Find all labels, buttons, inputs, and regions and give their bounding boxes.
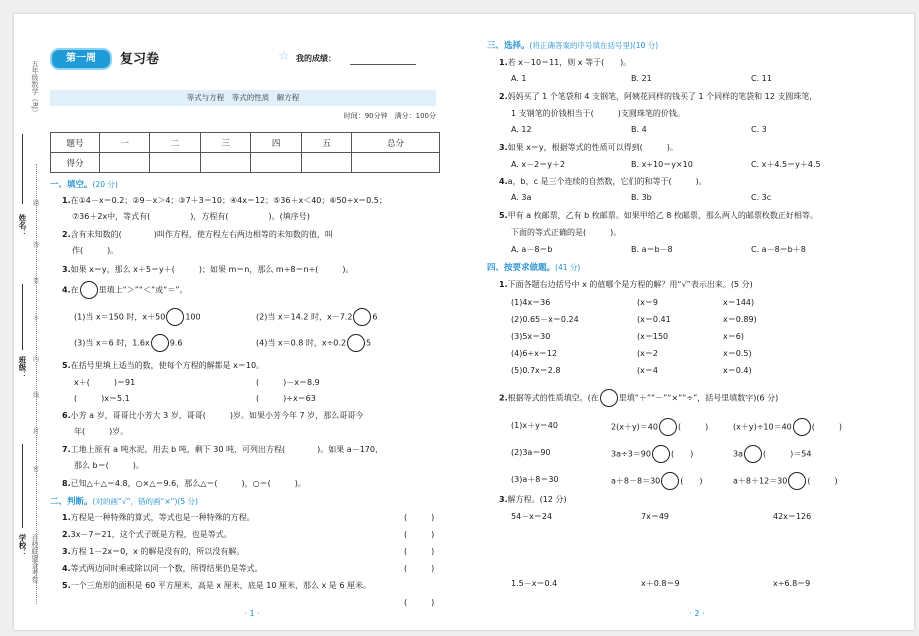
- solve-equation: 42x＝126: [773, 512, 812, 521]
- choice-question: [499, 210, 818, 221]
- solve-equation: 54－x＝24: [511, 512, 553, 521]
- q5-item: ( )x＝5.1: [74, 394, 130, 403]
- seal-char: 线: [33, 392, 40, 399]
- section-2-title: [50, 495, 198, 507]
- p1-candidate[interactable]: (x＝9: [637, 298, 658, 307]
- operator-circle[interactable]: [788, 472, 806, 490]
- problem-2: [499, 389, 778, 407]
- question-number: 3.: [62, 547, 71, 556]
- grade-subject-label: 五年级数学（RJ）: [31, 60, 39, 116]
- name-field[interactable]: [22, 134, 23, 204]
- q4-item-left: (3)当 x＝6 时，1.6x: [74, 338, 150, 348]
- seal-char: 答: [33, 242, 40, 249]
- p1-equation: (2)0.65－x＝0.24: [511, 315, 579, 324]
- q4-item-right: 100: [185, 312, 201, 322]
- choice-option[interactable]: B. 21: [631, 74, 652, 83]
- answer-circle[interactable]: [166, 308, 184, 326]
- topic-bar: 等式与方程 等式的性质 解方程: [50, 90, 436, 106]
- question-number: 4.: [62, 564, 71, 573]
- school-field[interactable]: [22, 444, 23, 528]
- q4-item: [74, 308, 201, 326]
- page-1-content: [50, 14, 454, 630]
- question-text: 工地上原有 a 吨水泥，用去 b 吨，剩下 30 吨，可列出方程( )。如果 a－170，: [70, 445, 383, 454]
- p2-item: (3)a＋8＝30: [511, 475, 559, 484]
- solve-equation: 1.5－x＝0.4: [511, 579, 558, 588]
- judge-answer[interactable]: ( ): [404, 513, 435, 522]
- score-field[interactable]: [350, 64, 416, 65]
- p2-item: [611, 472, 703, 490]
- section-1-note: (20 分): [92, 180, 118, 189]
- question-5: [62, 360, 264, 371]
- judge-answer[interactable]: ( ): [404, 598, 435, 607]
- choice-option[interactable]: A. a－8＝b: [511, 245, 553, 254]
- section-3-note: (将正确答案的序号填在括号里)(10 分): [529, 41, 659, 50]
- question-number: 2.: [62, 230, 71, 239]
- p2-paren[interactable]: ( ): [807, 476, 838, 486]
- solve-equation: x＋0.8＝9: [641, 579, 680, 588]
- solve-equation: x÷6.8＝9: [773, 579, 811, 588]
- score-row-label: 得分: [51, 153, 100, 173]
- score-cell[interactable]: [100, 153, 150, 173]
- judge-answer[interactable]: ( ): [404, 530, 435, 539]
- question-number: 1.: [499, 280, 508, 289]
- q4-item: [256, 334, 371, 352]
- question-text: 小芳 a 岁，哥哥比小芳大 3 岁，哥哥( )岁。如果小芳今年 7 岁，那么哥哥今: [70, 411, 364, 420]
- answer-circle[interactable]: [80, 281, 98, 299]
- choice-option[interactable]: A. x－2＝y＋2: [511, 160, 566, 169]
- q4-item: [256, 308, 378, 326]
- q5-item: ( )÷x＝63: [256, 394, 316, 403]
- p1-candidate[interactable]: (x＝4: [637, 366, 658, 375]
- seal-char: 不: [33, 316, 40, 323]
- exam-sheet: [14, 14, 914, 630]
- p2-paren[interactable]: ( ): [811, 422, 843, 432]
- score-cell[interactable]: [251, 153, 301, 173]
- judge-item: [62, 580, 371, 591]
- question-1: [62, 195, 387, 206]
- question-number: 2.: [62, 530, 71, 539]
- question-text: a，b，c 是三个连续的自然数，它们的和等于( )。: [507, 177, 707, 186]
- question-text: 已知△＋△＝4.8，○×△＝9.6，那么△＝( )，○＝( )。: [70, 479, 306, 488]
- question-7: [62, 444, 383, 455]
- p1-candidate[interactable]: x＝144): [723, 298, 755, 307]
- choice-question: [499, 176, 707, 187]
- grade-table: [50, 132, 440, 173]
- seal-char: 要: [33, 278, 40, 285]
- q4-item-left: (4)当 x＝0.8 时，x÷0.2: [256, 338, 347, 348]
- page-number: · 1 ·: [244, 609, 260, 618]
- p2-paren[interactable]: ( ): [670, 449, 694, 459]
- grade-header-cell: 二: [150, 133, 200, 153]
- p1-equation: (1)4x＝36: [511, 298, 551, 307]
- choice-option[interactable]: B. 3b: [631, 193, 652, 202]
- score-cell[interactable]: [200, 153, 250, 173]
- p1-equation: (4)6÷x＝12: [511, 349, 558, 358]
- seal-char: 内: [33, 356, 40, 363]
- p2-item: [611, 418, 708, 436]
- judge-item: [62, 563, 263, 574]
- question-text: 下面各题右边括号中 x 的值哪个是方程的解？用“√”表示出来。(5 分): [507, 280, 753, 289]
- grade-header-cell: 三: [200, 133, 250, 153]
- question-number: 4.: [62, 285, 71, 295]
- question-text: 若 x－10＝11，则 x 等于( )。: [507, 58, 632, 67]
- seal-line: [36, 164, 37, 604]
- q4-item-left: (1)当 x＝150 时，x＋50: [74, 312, 166, 322]
- problem-3: [499, 494, 567, 505]
- p2-item: (1)x＋y＝40: [511, 421, 558, 430]
- grade-table-score-row: [51, 153, 440, 173]
- class-field[interactable]: [22, 284, 23, 350]
- choice-option[interactable]: B. a＝b－8: [631, 245, 673, 254]
- section-4-label: 四、按要求做题。: [487, 263, 556, 273]
- grade-table-header: [51, 133, 440, 153]
- section-2-label: 二、判断。: [50, 497, 93, 507]
- operator-circle[interactable]: [661, 472, 679, 490]
- choice-question-line2: 1 支钢笔的价钱相当于( )支圆珠笔的价钱。: [511, 109, 685, 118]
- question-number: 1.: [62, 513, 71, 522]
- p2-expr: 3a÷3＝90: [611, 449, 651, 459]
- score-cell[interactable]: [301, 153, 351, 173]
- choice-option[interactable]: B. x÷10＝y×10: [631, 160, 693, 169]
- p2-expr: 2(x＋y)＝40: [611, 422, 658, 432]
- page-1: [14, 14, 459, 630]
- question-number: 3.: [62, 265, 71, 274]
- choice-question: [499, 142, 678, 153]
- q4-item: [74, 334, 182, 352]
- section-4-note: (41 分): [555, 263, 581, 272]
- choice-option[interactable]: A. 3a: [511, 193, 532, 202]
- p2-paren[interactable]: ( ): [677, 422, 709, 432]
- judge-item: [62, 546, 244, 557]
- choice-option[interactable]: C. 11: [751, 74, 772, 83]
- question-number: 3.: [499, 495, 508, 504]
- question-number: 5.: [499, 211, 508, 220]
- p2-expr: (x＋y)÷10＝40: [733, 422, 792, 432]
- binding-margin: [14, 14, 54, 630]
- p2-item: [733, 418, 842, 436]
- question-text: 甲有 a 枚邮票，乙有 b 枚邮票。如果甲给乙 8 枚邮票，那么两人的邮票枚数正好相等。: [507, 211, 818, 220]
- section-3-title: [487, 39, 658, 51]
- school-label: 学校：: [18, 534, 27, 557]
- problem-1: [499, 279, 753, 290]
- question-text: 如果 x＝y，根据等式的性质可以得到( )。: [507, 143, 678, 152]
- judge-answer[interactable]: ( ): [404, 564, 435, 573]
- section-2-note: (对的画“√”，错的画“×”)(5 分): [92, 497, 198, 506]
- choice-option[interactable]: C. a－8＝b＋8: [751, 245, 806, 254]
- page-title: 复习卷: [120, 52, 160, 67]
- section-3-label: 三、选择。: [487, 41, 530, 51]
- q4-item-right: 9.6: [169, 338, 183, 348]
- question-8: [62, 478, 306, 489]
- p1-candidate[interactable]: x＝6): [723, 332, 744, 341]
- choice-option[interactable]: C. 3c: [751, 193, 772, 202]
- judge-answer[interactable]: ( ): [404, 547, 435, 556]
- p1-candidate[interactable]: (x＝2: [637, 349, 658, 358]
- question-text: 妈妈买了 1 个笔袋和 4 支钢笔，阿姨花同样的钱买了 1 个同样的笔袋和 12 支圆珠笔，: [507, 92, 818, 101]
- question-number: 8.: [62, 479, 71, 488]
- question-text: 里填上“＞”“＜”或“＝”。: [98, 285, 188, 295]
- question-number: 2.: [499, 393, 508, 403]
- question-number: 1.: [62, 196, 71, 205]
- p2-item: [733, 472, 838, 490]
- p2-expr: a＋8－8＝30: [611, 476, 661, 486]
- operator-circle[interactable]: [652, 445, 670, 463]
- q4-item-right: 6: [372, 312, 378, 322]
- operator-circle[interactable]: [793, 418, 811, 436]
- seal-char: 密: [33, 466, 40, 473]
- question-text: 方程 1－2x＝0，x 的解是没有的，所以没有解。: [70, 547, 245, 556]
- question-number: 1.: [499, 58, 508, 67]
- grade-header-cell: 总分: [352, 133, 440, 153]
- question-2: [62, 229, 333, 240]
- p2-expr: 3a: [733, 449, 743, 459]
- section-1-title: [50, 178, 118, 190]
- grade-header-cell: 四: [251, 133, 301, 153]
- question-4: [62, 281, 187, 299]
- question-text: 3x－7＝21，这个式子既是方程，也是等式。: [70, 530, 232, 539]
- p2-expr: a＋8＋12＝30: [733, 476, 788, 486]
- week-badge: 第一周: [50, 48, 112, 70]
- choice-option[interactable]: B. 4: [631, 125, 647, 134]
- seal-char: 封: [33, 428, 40, 435]
- question-number: 4.: [499, 177, 508, 186]
- score-cell[interactable]: [352, 153, 440, 173]
- choice-question-line2: 下面的等式正确的是( )。: [511, 228, 622, 237]
- q5-item: ( )－x＝8.9: [256, 378, 320, 387]
- choice-option[interactable]: A. 12: [511, 125, 532, 134]
- question-text: 在①4－x＝0.2；②9－x＞4；③7＋3＝10；④4x＝12；⑤36＋x＜40；⑥50÷x＝0.5；: [70, 196, 387, 205]
- p1-candidate[interactable]: x＝0.89): [723, 315, 757, 324]
- page-number: · 2 ·: [689, 609, 705, 618]
- p1-candidate[interactable]: (x＝150: [637, 332, 669, 341]
- question-7-line2: 那么 b＝( )。: [74, 461, 144, 470]
- p2-item: [611, 445, 693, 463]
- question-number: 5.: [62, 361, 71, 370]
- section-4-title: [487, 261, 580, 273]
- choice-option[interactable]: C. x＋4.5＝y＋4.5: [751, 160, 821, 169]
- star-icon: ☆: [278, 49, 290, 64]
- grade-header-cell: 五: [301, 133, 351, 153]
- question-2-line2: 作( )。: [72, 246, 119, 255]
- question-3: [62, 264, 354, 275]
- question-text: 一个三角形的面积是 60 平方厘米，高是 x 厘米，底是 10 厘米，那么 x 是 6 厘米。: [70, 581, 371, 590]
- question-text: 在括号里填上适当的数，使每个方程的解都是 x＝10。: [70, 361, 265, 370]
- seal-char: 题: [33, 200, 40, 207]
- p2-item: [733, 445, 811, 463]
- judge-item: [62, 529, 232, 540]
- answer-circle[interactable]: [353, 308, 371, 326]
- answer-circle[interactable]: [347, 334, 365, 352]
- p1-candidate[interactable]: (x＝0.41: [637, 315, 671, 324]
- question-text: 含有未知数的( )叫作方程，使方程左右两边相等的未知数的值，叫: [70, 230, 333, 239]
- q4-item-right: 5: [366, 338, 372, 348]
- question-number: 6.: [62, 411, 71, 420]
- choice-option[interactable]: A. 1: [511, 74, 527, 83]
- solve-equation: 7x＝49: [641, 512, 670, 521]
- page-2: [469, 14, 914, 630]
- publisher-label: 百校联盟金考卷: [31, 534, 39, 583]
- operator-circle[interactable]: [744, 445, 762, 463]
- q5-item: x＋( )＝91: [74, 378, 136, 387]
- grade-header-cell: 一: [100, 133, 150, 153]
- question-6-line2: 年( )岁。: [74, 427, 129, 436]
- p1-equation: (3)5x＝30: [511, 332, 551, 341]
- question-text: 在: [70, 285, 79, 295]
- question-6: [62, 410, 363, 421]
- p1-candidate[interactable]: x＝0.4): [723, 366, 752, 375]
- q4-item-left: (2)当 x＝14.2 时，x－7.2: [256, 312, 353, 322]
- p2-item: (2)3a＝90: [511, 448, 551, 457]
- question-text: 解方程。(12 分): [507, 495, 567, 504]
- question-text: 方程是一种特殊的算式，等式也是一种特殊的方程。: [70, 513, 255, 522]
- question-text: 里填“＋”“－”“×”“÷”，括号里填数字)(6 分): [618, 393, 779, 403]
- p1-equation: (5)0.7x＝2.8: [511, 366, 561, 375]
- answer-circle[interactable]: [151, 334, 169, 352]
- question-number: 7.: [62, 445, 71, 454]
- question-text: 如果 x＝y，那么 x＋5＝y＋( )；如果 m＝n，那么 m÷8＝n÷( )。: [70, 265, 354, 274]
- score-label: 我的成绩：: [296, 54, 336, 63]
- grade-header-cell: 题号: [51, 133, 100, 153]
- score-cell[interactable]: [150, 153, 200, 173]
- class-label: 班级：: [18, 356, 27, 379]
- question-text: 等式两边同时乘或除以同一个数，所得结果仍是等式。: [70, 564, 263, 573]
- choice-question: [499, 91, 817, 102]
- time-score-info: 时间：90分钟 满分：100分: [343, 112, 436, 120]
- page-2-content: [487, 14, 907, 630]
- choice-option[interactable]: C. 3: [751, 125, 767, 134]
- section-1-label: 一、填空。: [50, 180, 93, 190]
- name-label: 姓名：: [18, 214, 27, 237]
- p2-paren[interactable]: ( )＝54: [763, 449, 812, 459]
- judge-item: [62, 512, 255, 523]
- p2-paren[interactable]: ( ): [680, 476, 703, 486]
- question-1-line2: ⑦36＋2x中，等式有( )，方程有( )。(填序号): [72, 212, 310, 221]
- question-text: 根据等式的性质填空。(在: [507, 393, 599, 403]
- operator-circle[interactable]: [659, 418, 677, 436]
- question-number: 5.: [62, 581, 71, 590]
- question-number: 2.: [499, 92, 508, 101]
- p1-candidate[interactable]: x＝0.5): [723, 349, 752, 358]
- choice-question: [499, 57, 631, 68]
- answer-circle: [600, 389, 618, 407]
- header: [50, 46, 436, 70]
- question-number: 3.: [499, 143, 508, 152]
